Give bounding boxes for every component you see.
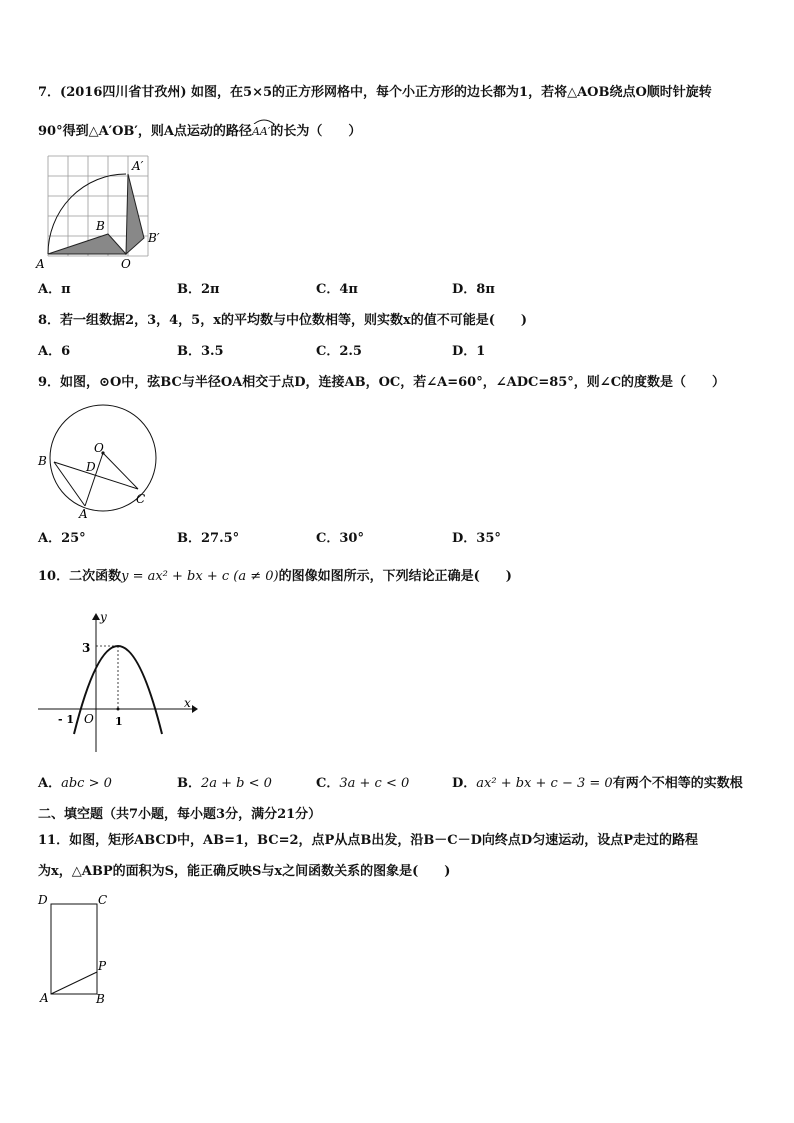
q10-label-x: x xyxy=(184,696,191,710)
q10-label-o: O xyxy=(84,712,94,726)
q8-option-c: C．2.5 xyxy=(316,344,362,359)
q10-label-neg1: - 1 xyxy=(58,713,75,726)
q10-text xyxy=(38,568,512,586)
q9-option-c: C．30° xyxy=(316,531,364,546)
q8-option-d: D．1 xyxy=(452,344,486,359)
q10-label-y: y xyxy=(100,610,107,624)
q7-option-c: C．4π xyxy=(316,282,358,297)
q9-option-d: D．35° xyxy=(452,531,501,546)
section-heading: 二、填空题（共7小题，每小题3分，满分21分） xyxy=(38,807,322,822)
q7-label-a: A xyxy=(36,257,45,271)
q7-label-o: O xyxy=(121,257,131,271)
q7-arc-label: AA′ xyxy=(252,119,270,141)
q11-line2: 为x，△ABP的面积为S，能正确反映S与x之间函数关系的图象是( ) xyxy=(38,864,451,879)
q11-line1: 11．如图，矩形ABCD中，AB=1，BC=2，点P从点B出发，沿B－C－D向终点D匀速运动，设点P走过的路程 xyxy=(38,833,698,848)
q7-option-a: A．π xyxy=(38,282,71,297)
q7-label-b: B xyxy=(96,219,105,233)
q8-option-a: A．6 xyxy=(38,344,71,359)
q11-label-a: A xyxy=(40,991,49,1005)
q7-line2b: 的长为（ ） xyxy=(270,124,362,139)
arc-mark-icon xyxy=(252,118,276,124)
q10-text-a: 10．二次函数 xyxy=(38,569,122,584)
q9-label-o: O xyxy=(94,441,104,455)
q9-label-c: C xyxy=(136,492,146,506)
q10-option-a: A．abc > 0 xyxy=(38,776,112,791)
q10-formula: y = ax² + bx + c (a ≠ 0) xyxy=(121,569,279,584)
q9-option-b: B．27.5° xyxy=(177,531,240,546)
q9-text: 9．如图，⊙O中，弦BC与半径OA相交于点D，连接AB，OC，若∠A=60°，∠ADC=85°，则∠C的度数是（ ） xyxy=(38,375,726,390)
q10-text-b: 的图像如图所示，下列结论正确是( ) xyxy=(278,569,512,584)
q9-figure xyxy=(34,400,164,522)
q7-label-a-prime: A′ xyxy=(132,159,144,173)
q7-line2 xyxy=(38,119,361,141)
q10-figure xyxy=(34,608,199,756)
q10-option-b: B．2a + b < 0 xyxy=(177,776,272,791)
q10-label-3: 3 xyxy=(82,641,91,655)
q11-label-c: C xyxy=(98,893,108,907)
q11-label-d: D xyxy=(38,893,48,907)
q7-line2a: 90°得到△A′OB′，则A点运动的路径 xyxy=(38,124,252,139)
q7-label-b-prime: B′ xyxy=(148,231,160,245)
q11-label-p: P xyxy=(98,959,107,973)
q11-label-b: B xyxy=(96,992,105,1006)
q7-option-d: D．8π xyxy=(452,282,495,297)
q7-line1: 7．(2016四川省甘孜州) 如图，在5×5的正方形网格中，每个小正方形的边长都为1，若将△AOB绕点O顺时针旋转 xyxy=(38,85,712,100)
q9-option-a: A．25° xyxy=(38,531,86,546)
q9-label-b: B xyxy=(38,454,47,468)
q9-label-a: A xyxy=(79,507,88,521)
q8-option-b: B．3.5 xyxy=(177,344,224,359)
q9-label-d: D xyxy=(86,460,96,474)
q7-option-b: B．2π xyxy=(177,282,220,297)
q8-text: 8．若一组数据2，3，4，5，x的平均数与中位数相等，则实数x的值不可能是( ) xyxy=(38,313,528,328)
q10-option-d: D．ax² + bx + c − 3 = 0有两个不相等的实数根 xyxy=(452,776,743,791)
q7-figure xyxy=(34,150,174,274)
q10-option-c: C．3a + c < 0 xyxy=(316,776,410,791)
q11-figure xyxy=(34,890,124,1010)
q10-label-1: 1 xyxy=(115,715,123,728)
